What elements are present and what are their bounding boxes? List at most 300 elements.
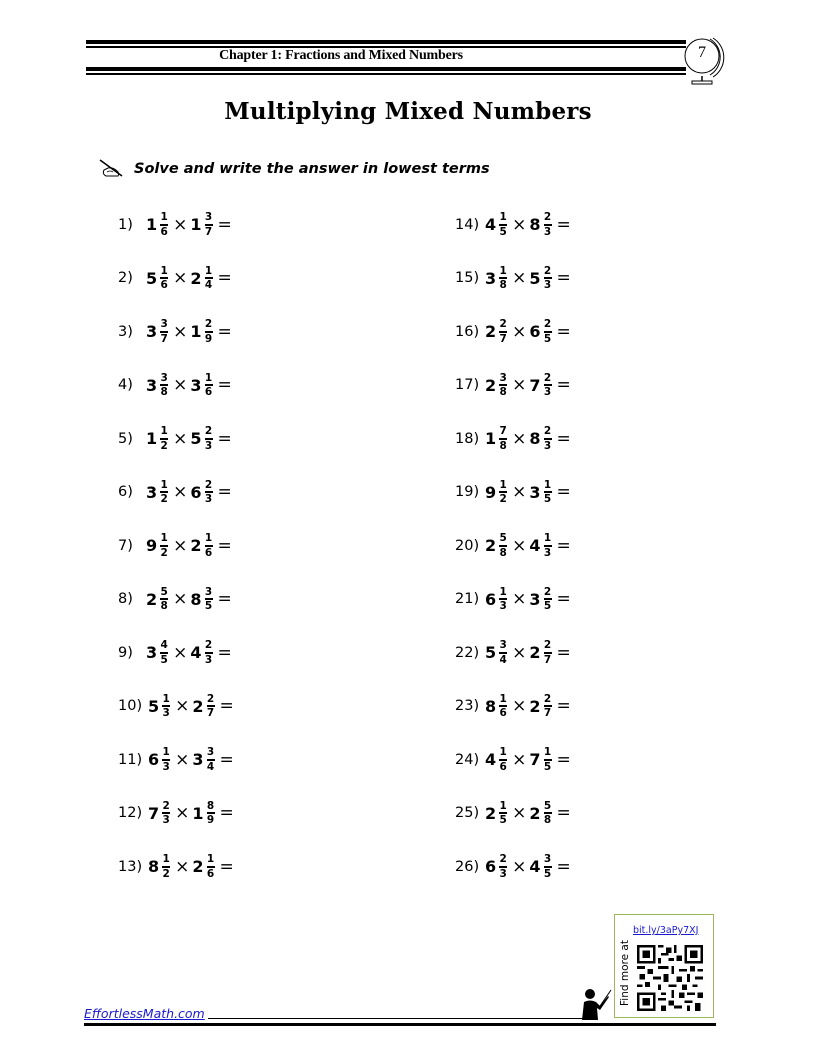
numerator-a: 1 — [499, 211, 507, 224]
problem-number: 22) — [455, 644, 480, 661]
numerator-b: 3 — [204, 211, 213, 224]
problem-number: 11) — [118, 751, 143, 768]
denominator-b: 7 — [206, 707, 215, 720]
fraction-b — [544, 426, 552, 451]
denominator-a: 3 — [162, 760, 170, 773]
numerator-b: 2 — [204, 318, 213, 331]
whole-number-b: 7 — [529, 750, 541, 770]
numerator-b: 1 — [543, 532, 552, 545]
denominator-a: 2 — [162, 867, 170, 880]
fraction-a — [162, 801, 170, 826]
fraction-a — [160, 266, 168, 291]
problem-item — [455, 466, 571, 520]
fraction-a — [499, 587, 507, 612]
multiply-sign: × — [173, 214, 188, 235]
whole-number-b: 2 — [190, 536, 202, 556]
problems-left-column — [118, 198, 234, 894]
fraction-a — [499, 533, 507, 558]
equals-sign: = — [217, 375, 232, 396]
multiply-sign: × — [512, 803, 527, 824]
problem-number: 15) — [455, 270, 480, 287]
whole-number-a: 6 — [485, 589, 497, 609]
denominator-a: 3 — [499, 867, 507, 880]
denominator-b: 9 — [206, 814, 215, 827]
denominator-b: 4 — [206, 760, 215, 773]
whole-number-a: 3 — [485, 268, 497, 288]
numerator-b: 2 — [543, 585, 552, 598]
multiply-sign: × — [512, 375, 527, 396]
problem-item — [455, 412, 571, 466]
numerator-b: 2 — [543, 639, 552, 652]
denominator-b: 7 — [543, 653, 552, 666]
problem-item — [455, 680, 571, 734]
problem-item — [455, 359, 571, 413]
fraction-a — [160, 480, 168, 505]
numerator-a: 3 — [160, 318, 168, 331]
whole-number-a: 2 — [485, 536, 497, 556]
whole-number-b: 6 — [529, 322, 541, 342]
numerator-a: 3 — [499, 371, 507, 384]
multiply-sign: × — [512, 642, 527, 663]
numerator-a: 1 — [160, 532, 168, 545]
numerator-b: 2 — [204, 478, 213, 491]
fraction-b — [205, 533, 213, 558]
fraction-a — [160, 533, 168, 558]
fraction-a — [499, 212, 507, 237]
numerator-a: 1 — [162, 746, 170, 759]
whole-number-b: 2 — [192, 857, 204, 877]
fraction-b — [207, 747, 215, 772]
fraction-b — [544, 587, 552, 612]
problem-number: 2) — [118, 270, 133, 287]
fraction-b — [544, 373, 552, 398]
problem-item — [455, 733, 571, 787]
multiply-sign: × — [173, 321, 188, 342]
whole-number-b: 4 — [529, 857, 541, 877]
problem-number: 17) — [455, 377, 480, 394]
numerator-a: 1 — [160, 264, 168, 277]
problem-number: 1) — [118, 216, 133, 233]
denominator-a: 3 — [162, 814, 170, 827]
whole-number-a: 1 — [146, 429, 158, 449]
whole-number-a: 6 — [148, 750, 160, 770]
multiply-sign: × — [512, 321, 527, 342]
problem-item — [455, 305, 571, 359]
denominator-b: 6 — [206, 867, 215, 880]
whole-number-a: 4 — [485, 750, 497, 770]
numerator-a: 1 — [499, 692, 507, 705]
numerator-b: 1 — [206, 853, 215, 866]
numerator-b: 1 — [204, 264, 213, 277]
whole-number-b: 7 — [529, 375, 541, 395]
problem-number: 4) — [118, 377, 133, 394]
multiply-sign: × — [175, 803, 190, 824]
problem-item — [455, 840, 571, 894]
fraction-a — [499, 801, 507, 826]
denominator-a: 8 — [160, 600, 168, 613]
whole-number-a: 5 — [485, 643, 497, 663]
numerator-a: 2 — [499, 318, 507, 331]
fraction-a — [160, 212, 168, 237]
multiply-sign: × — [173, 482, 188, 503]
equals-sign: = — [219, 856, 234, 877]
problem-number: 16) — [455, 323, 480, 340]
fraction-b — [544, 801, 552, 826]
whole-number-a: 5 — [146, 268, 158, 288]
denominator-a: 8 — [499, 279, 507, 292]
numerator-b: 1 — [204, 371, 213, 384]
fraction-a — [499, 373, 507, 398]
multiply-sign: × — [512, 856, 527, 877]
denominator-a: 5 — [499, 225, 507, 238]
problem-item — [455, 573, 571, 627]
qr-side-text: Find more at — [619, 940, 631, 1006]
whole-number-a: 3 — [146, 322, 158, 342]
equals-sign: = — [217, 589, 232, 610]
problem-item — [118, 466, 234, 520]
problem-item — [118, 198, 234, 252]
fraction-a — [162, 747, 170, 772]
problem-item — [118, 519, 234, 573]
whole-number-b: 2 — [529, 803, 541, 823]
fraction-b — [544, 747, 552, 772]
equals-sign: = — [556, 375, 571, 396]
denominator-a: 5 — [160, 653, 168, 666]
fraction-b — [544, 319, 552, 344]
denominator-b: 6 — [204, 546, 213, 559]
denominator-a: 8 — [499, 439, 507, 452]
header-rule-top-thick — [86, 40, 686, 44]
multiply-sign: × — [512, 589, 527, 610]
multiply-sign: × — [173, 428, 188, 449]
problem-number: 26) — [455, 858, 480, 875]
multiply-sign: × — [512, 749, 527, 770]
numerator-b: 3 — [204, 585, 213, 598]
numerator-a: 1 — [160, 211, 168, 224]
whole-number-a: 2 — [485, 803, 497, 823]
footer-rule-thick — [84, 1023, 716, 1026]
numerator-a: 2 — [499, 853, 507, 866]
fraction-b — [544, 212, 552, 237]
numerator-b: 2 — [543, 318, 552, 331]
fraction-b — [207, 694, 215, 719]
fraction-a — [499, 640, 507, 665]
fraction-a — [499, 426, 507, 451]
whole-number-a: 2 — [485, 375, 497, 395]
numerator-b: 2 — [204, 425, 213, 438]
chapter-title: Chapter 1: Fractions and Mixed Numbers — [219, 48, 463, 63]
whole-number-a: 1 — [146, 215, 158, 235]
fraction-b — [544, 694, 552, 719]
fraction-b — [205, 426, 213, 451]
fraction-b — [544, 266, 552, 291]
whole-number-b: 3 — [190, 375, 202, 395]
site-link[interactable]: EffortlessMath.com — [84, 1006, 205, 1021]
fraction-a — [162, 694, 170, 719]
equals-sign: = — [217, 321, 232, 342]
equals-sign: = — [556, 268, 571, 289]
numerator-b: 5 — [543, 799, 552, 812]
denominator-a: 6 — [499, 707, 507, 720]
equals-sign: = — [556, 428, 571, 449]
numerator-b: 2 — [206, 692, 215, 705]
denominator-a: 3 — [499, 600, 507, 613]
equals-sign: = — [556, 214, 571, 235]
whole-number-b: 2 — [190, 268, 202, 288]
equals-sign: = — [219, 749, 234, 770]
fraction-a — [499, 480, 507, 505]
equals-sign: = — [556, 642, 571, 663]
problem-number: 12) — [118, 805, 143, 822]
problems-right-column — [455, 198, 571, 894]
problem-item — [118, 412, 234, 466]
whole-number-b: 5 — [190, 429, 202, 449]
problem-number: 21) — [455, 591, 480, 608]
multiply-sign: × — [512, 428, 527, 449]
multiply-sign: × — [173, 535, 188, 556]
problem-item — [118, 305, 234, 359]
numerator-a: 1 — [499, 585, 507, 598]
denominator-b: 5 — [543, 600, 552, 613]
fraction-a — [160, 373, 168, 398]
teacher-pointing-icon — [578, 986, 612, 1020]
denominator-a: 3 — [162, 707, 170, 720]
denominator-b: 4 — [204, 279, 213, 292]
whole-number-a: 7 — [148, 803, 160, 823]
numerator-b: 2 — [543, 692, 552, 705]
fraction-b — [544, 640, 552, 665]
problem-item — [118, 252, 234, 306]
denominator-a: 2 — [160, 493, 168, 506]
multiply-sign: × — [175, 856, 190, 877]
equals-sign: = — [556, 482, 571, 503]
whole-number-b: 1 — [190, 322, 202, 342]
problem-item — [118, 359, 234, 413]
numerator-b: 2 — [204, 639, 213, 652]
whole-number-b: 1 — [190, 215, 202, 235]
multiply-sign: × — [173, 642, 188, 663]
equals-sign: = — [556, 696, 571, 717]
equals-sign: = — [556, 589, 571, 610]
header-rule-bottom-thin — [86, 73, 686, 75]
numerator-a: 1 — [160, 478, 168, 491]
fraction-a — [160, 319, 168, 344]
numerator-b: 1 — [543, 478, 552, 491]
denominator-b: 5 — [543, 332, 552, 345]
equals-sign: = — [217, 642, 232, 663]
equals-sign: = — [556, 321, 571, 342]
fraction-a — [162, 854, 170, 879]
denominator-a: 8 — [499, 386, 507, 399]
problem-number: 24) — [455, 751, 480, 768]
denominator-b: 3 — [543, 279, 552, 292]
denominator-b: 7 — [204, 225, 213, 238]
denominator-b: 9 — [204, 332, 213, 345]
qr-link[interactable]: bit.ly/3aPy7XJ — [633, 925, 699, 936]
fraction-a — [499, 747, 507, 772]
multiply-sign: × — [175, 696, 190, 717]
numerator-a: 1 — [499, 264, 507, 277]
numerator-a: 1 — [499, 478, 507, 491]
equals-sign: = — [219, 803, 234, 824]
denominator-b: 7 — [543, 707, 552, 720]
problem-item — [118, 733, 234, 787]
fraction-b — [205, 587, 213, 612]
denominator-b: 5 — [543, 760, 552, 773]
equals-sign: = — [556, 803, 571, 824]
fraction-b — [207, 801, 215, 826]
denominator-a: 6 — [160, 225, 168, 238]
denominator-a: 8 — [499, 546, 507, 559]
whole-number-a: 3 — [146, 375, 158, 395]
numerator-b: 2 — [543, 425, 552, 438]
denominator-a: 2 — [160, 439, 168, 452]
fraction-a — [160, 587, 168, 612]
problem-number: 25) — [455, 805, 480, 822]
fraction-a — [499, 319, 507, 344]
page-number: 7 — [698, 44, 706, 61]
instruction-text: Solve and write the answer in lowest terms — [134, 161, 490, 177]
multiply-sign: × — [173, 589, 188, 610]
problem-item — [455, 519, 571, 573]
numerator-a: 2 — [162, 799, 170, 812]
equals-sign: = — [556, 749, 571, 770]
whole-number-b: 3 — [192, 750, 204, 770]
problem-item — [455, 198, 571, 252]
problem-item — [118, 787, 234, 841]
denominator-a: 6 — [160, 279, 168, 292]
fraction-b — [205, 212, 213, 237]
numerator-a: 1 — [499, 799, 507, 812]
denominator-b: 5 — [204, 600, 213, 613]
denominator-a: 7 — [160, 332, 168, 345]
equals-sign: = — [217, 535, 232, 556]
multiply-sign: × — [512, 214, 527, 235]
multiply-sign: × — [173, 268, 188, 289]
problem-item — [118, 573, 234, 627]
problem-item — [118, 626, 234, 680]
whole-number-a: 8 — [148, 857, 160, 877]
numerator-a: 5 — [499, 532, 507, 545]
qr-code-icon[interactable] — [637, 945, 703, 1011]
whole-number-a: 9 — [485, 482, 497, 502]
whole-number-b: 3 — [529, 482, 541, 502]
whole-number-b: 6 — [190, 482, 202, 502]
numerator-a: 1 — [162, 692, 170, 705]
numerator-a: 1 — [162, 853, 170, 866]
numerator-b: 2 — [543, 211, 552, 224]
whole-number-b: 2 — [529, 643, 541, 663]
fraction-b — [205, 319, 213, 344]
denominator-a: 6 — [499, 760, 507, 773]
denominator-b: 3 — [543, 386, 552, 399]
problem-number: 20) — [455, 537, 480, 554]
whole-number-b: 4 — [529, 536, 541, 556]
multiply-sign: × — [512, 268, 527, 289]
whole-number-b: 4 — [190, 643, 202, 663]
problem-number: 13) — [118, 858, 143, 875]
whole-number-a: 5 — [148, 696, 160, 716]
whole-number-a: 9 — [146, 536, 158, 556]
writing-hand-icon — [98, 158, 126, 180]
fraction-b — [207, 854, 215, 879]
numerator-a: 1 — [160, 425, 168, 438]
whole-number-b: 5 — [529, 268, 541, 288]
equals-sign: = — [217, 268, 232, 289]
instruction — [98, 158, 490, 180]
denominator-b: 3 — [543, 439, 552, 452]
denominator-b: 3 — [204, 439, 213, 452]
multiply-sign: × — [173, 375, 188, 396]
whole-number-b: 8 — [529, 215, 541, 235]
denominator-b: 3 — [204, 653, 213, 666]
problem-item — [455, 787, 571, 841]
numerator-b: 2 — [543, 371, 552, 384]
denominator-b: 5 — [543, 867, 552, 880]
equals-sign: = — [556, 535, 571, 556]
numerator-b: 1 — [204, 532, 213, 545]
header-rule-bottom-thick — [86, 67, 686, 71]
denominator-a: 4 — [499, 653, 507, 666]
problem-number: 23) — [455, 698, 480, 715]
fraction-b — [205, 373, 213, 398]
problem-number: 9) — [118, 644, 133, 661]
whole-number-b: 8 — [190, 589, 202, 609]
denominator-b: 5 — [543, 493, 552, 506]
numerator-a: 3 — [499, 639, 507, 652]
whole-number-b: 3 — [529, 589, 541, 609]
fraction-b — [544, 533, 552, 558]
problem-number: 6) — [118, 484, 133, 501]
equals-sign: = — [219, 696, 234, 717]
denominator-b: 6 — [204, 386, 213, 399]
numerator-a: 4 — [160, 639, 168, 652]
problem-number: 8) — [118, 591, 133, 608]
numerator-a: 3 — [160, 371, 168, 384]
denominator-a: 8 — [160, 386, 168, 399]
numerator-a: 5 — [160, 585, 168, 598]
whole-number-b: 2 — [529, 696, 541, 716]
equals-sign: = — [556, 856, 571, 877]
problem-number: 7) — [118, 537, 133, 554]
numerator-b: 3 — [543, 853, 552, 866]
problem-number: 19) — [455, 484, 480, 501]
whole-number-a: 1 — [485, 429, 497, 449]
equals-sign: = — [217, 214, 232, 235]
fraction-a — [160, 640, 168, 665]
whole-number-a: 4 — [485, 215, 497, 235]
numerator-b: 1 — [543, 746, 552, 759]
equals-sign: = — [217, 482, 232, 503]
multiply-sign: × — [512, 696, 527, 717]
multiply-sign: × — [512, 482, 527, 503]
denominator-a: 2 — [499, 493, 507, 506]
denominator-a: 7 — [499, 332, 507, 345]
problem-item — [118, 680, 234, 734]
problem-number: 10) — [118, 698, 143, 715]
problem-number: 5) — [118, 430, 133, 447]
numerator-b: 3 — [206, 746, 215, 759]
equals-sign: = — [217, 428, 232, 449]
whole-number-b: 1 — [192, 803, 204, 823]
problem-number: 18) — [455, 430, 480, 447]
problem-item — [455, 252, 571, 306]
denominator-a: 5 — [499, 814, 507, 827]
denominator-b: 3 — [543, 225, 552, 238]
whole-number-a: 3 — [146, 643, 158, 663]
numerator-a: 7 — [499, 425, 507, 438]
whole-number-a: 6 — [485, 857, 497, 877]
